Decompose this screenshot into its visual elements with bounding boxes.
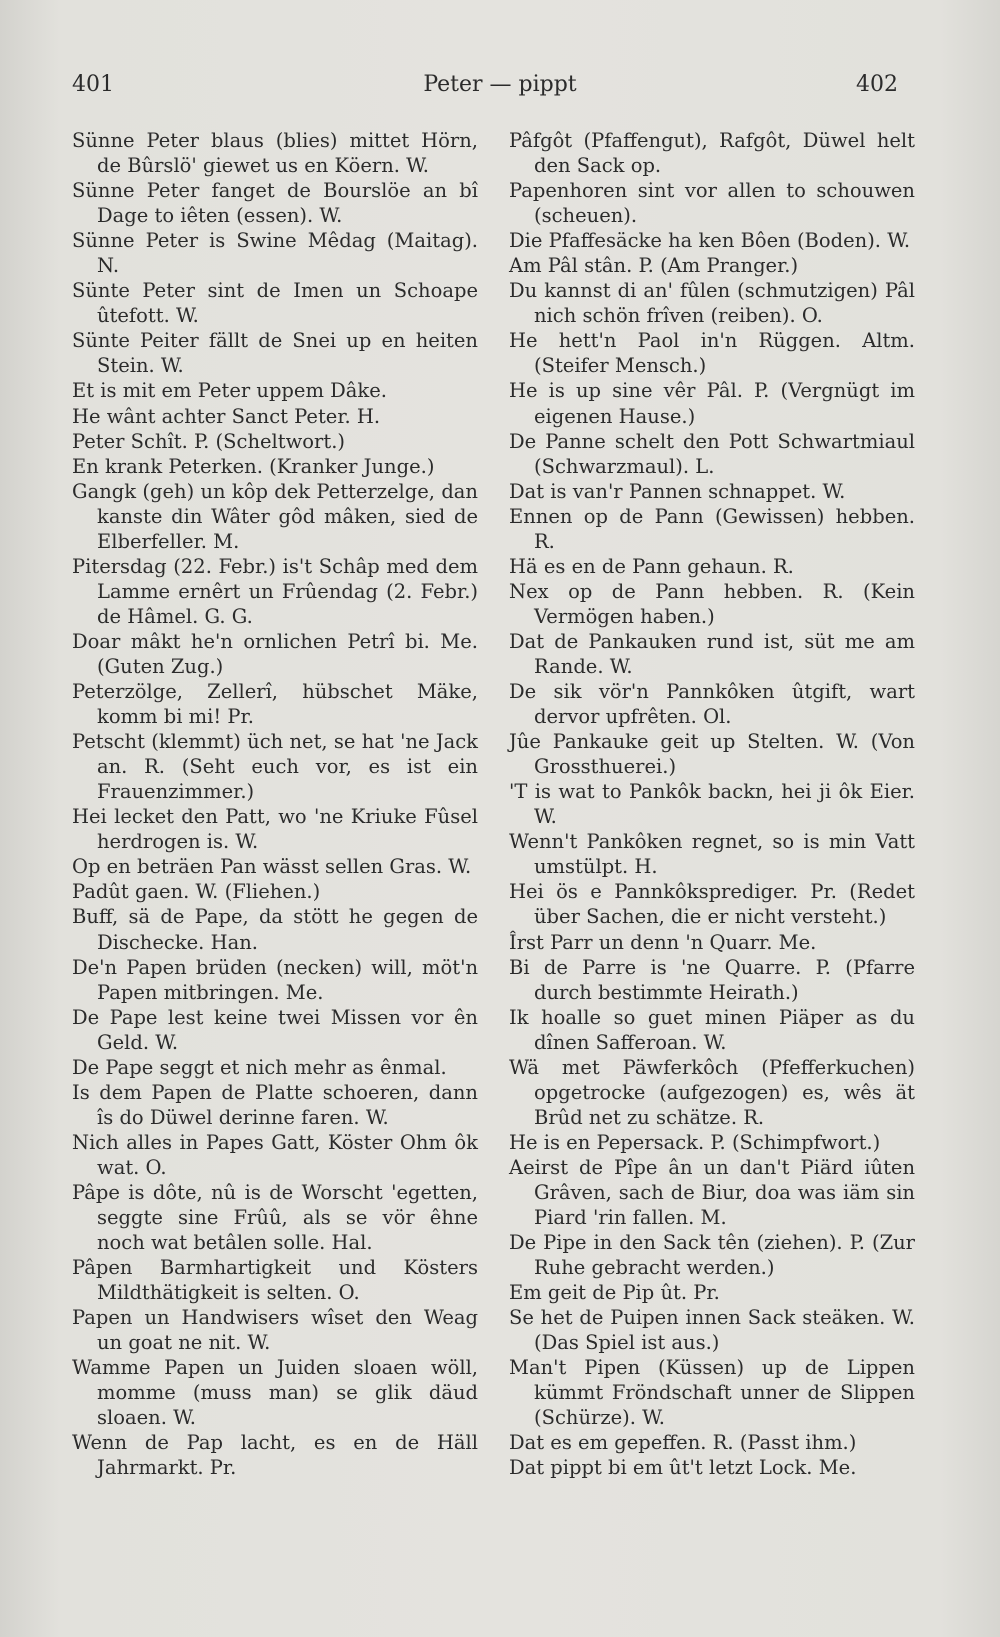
proverb-entry: He is en Pepersack. P. (Schimpfwort.) [509, 1130, 881, 1154]
proverb-entry: Wamme Papen un Juiden sloaen wöll, momme (muss man) se glik däud sloaen. W. [72, 1356, 478, 1430]
proverb-entry: Et is mit em Peter uppem Dâke. [72, 379, 387, 403]
proverb-entry: Wä met Päwferkôch (Pfefferkuchen) opgetrocke (aufgezogen) es, wês ät Brûd net zu schätze. R. [509, 1055, 915, 1129]
proverb-entry: Hei lecket den Patt, wo 'ne Kriuke Fûsel herdrogen is. W. [72, 805, 478, 854]
proverb-entry: Is dem Papen de Platte schoeren, dann îs do Düwel derinne faren. W. [72, 1080, 478, 1129]
page-number-right: 402 [856, 72, 898, 97]
page-header [0, 68, 1000, 108]
proverb-entry: Ik hoalle so guet minen Piäper as du dînen Safferoan. W. [509, 1005, 915, 1054]
proverb-entry: Em geit de Pip ût. Pr. [509, 1281, 720, 1305]
proverb-entry: Pâfgôt (Pfaffengut), Rafgôt, Düwel helt den Sack op. [509, 129, 915, 178]
proverb-entry: Petscht (klemmt) üch net, se hat 'ne Jack an. R. (Seht euch vor, es ist ein Frauenzimmer.) [72, 730, 478, 804]
proverb-entry: Doar mâkt he'n ornlichen Petrî bi. Me. (Guten Zug.) [72, 629, 478, 678]
right-column [509, 128, 915, 1481]
proverb-entry: Peterzölge, Zellerî, hübschet Mäke, komm bi mi! Pr. [72, 680, 478, 729]
proverb-entry: De sik vör'n Pannkôken ûtgift, wart dervor upfrêten. Ol. [509, 680, 915, 729]
proverb-entry: He hett'n Paol in'n Rüggen. Altm. (Steifer Mensch.) [509, 329, 915, 378]
proverb-entry: Peter Schît. P. (Scheltwort.) [72, 429, 346, 453]
proverb-entry: Gangk (geh) un kôp dek Petterzelge, dan kanste din Wâter gôd mâken, sied de Elberfeller. M. [72, 479, 478, 553]
proverb-entry: Sünne Peter blaus (blies) mittet Hörn, de Bûrslö' giewet us en Köern. W. [72, 129, 478, 178]
proverb-entry: Am Pâl stân. P. (Am Pranger.) [509, 254, 799, 278]
proverb-entry: He is up sine vêr Pâl. P. (Vergnügt im eigenen Hause.) [509, 379, 915, 428]
proverb-entry: 'T is wat to Pankôk backn, hei ji ôk Eier. W. [509, 780, 915, 829]
proverb-entry: Sünne Peter is Swine Mêdag (Maitag). N. [72, 229, 478, 278]
proverb-entry: Man't Pipen (Küssen) up de Lippen kümmt Fröndschaft unner de Slippen (Schürze). W. [509, 1356, 915, 1430]
proverb-entry: Pâpe is dôte, nû is de Worscht 'egetten, seggte sine Frûû, als se vör êhne noch wat betâlen solle. Hal. [72, 1180, 478, 1255]
proverb-entry: Nex op de Pann hebben. R. (Kein Vermögen haben.) [509, 579, 915, 628]
proverb-entry: Die Pfaffesäcke ha ken Bôen (Boden). W. [509, 229, 911, 253]
proverb-entry: Buff, sä de Pape, da stött he gegen de Dischecke. Han. [72, 905, 478, 954]
proverb-entry: En krank Peterken. (Kranker Junge.) [72, 454, 435, 478]
proverb-entry: Sünte Peter sint de Imen un Schoape ûtefott. W. [72, 279, 478, 328]
proverb-entry: Sünne Peter fanget de Bourslöe an bî Dage to iêten (essen). W. [72, 179, 478, 228]
running-title: Peter — pippt [423, 72, 577, 97]
proverb-entry: Hä es en de Pann gehaun. R. [509, 554, 794, 578]
proverb-entry: Du kannst di an' fûlen (schmutzigen) Pâl nich schön frîven (reiben). O. [509, 279, 915, 328]
proverb-entry: Nich alles in Papes Gatt, Köster Ohm ôk wat. O. [72, 1130, 478, 1179]
proverb-entry: De Pape lest keine twei Missen vor ên Geld. W. [72, 1005, 478, 1054]
proverb-entry: Se het de Puipen innen Sack steäken. W. (Das Spiel ist aus.) [509, 1306, 915, 1355]
proverb-entry: Jûe Pankauke geit up Stelten. W. (Von Grossthuerei.) [509, 730, 915, 779]
proverb-entry: Op en beträen Pan wässt sellen Gras. W. [72, 855, 472, 879]
proverb-entry: Îrst Parr un denn 'n Quarr. Me. [509, 930, 817, 954]
proverb-entry: Bi de Parre is 'ne Quarre. P. (Pfarre durch bestimmte Heirath.) [509, 955, 915, 1004]
proverb-entry: Ennen op de Pann (Gewissen) hebben. R. [509, 504, 915, 553]
proverb-entry: Sünte Peiter fällt de Snei up en heiten Stein. W. [72, 329, 478, 378]
proverb-entry: Dat pippt bi em ût't letzt Lock. Me. [509, 1456, 857, 1480]
proverb-entry: Papen un Handwisers wîset den Weag un goat ne nit. W. [72, 1306, 478, 1355]
page-number-left: 401 [72, 72, 114, 97]
proverb-entry: Papenhoren sint vor allen to schouwen (scheuen). [509, 179, 915, 228]
proverb-entry: He wânt achter Sanct Peter. H. [72, 404, 381, 428]
proverb-entry: De Pape seggt et nich mehr as ênmal. [72, 1055, 447, 1079]
proverb-entry: De'n Papen brüden (necken) will, möt'n Papen mitbringen. Me. [72, 955, 478, 1004]
proverb-entry: Aeirst de Pîpe ân un dan't Piärd iûten Grâven, sach de Biur, doa was iäm sin Piard 'rin fallen. M. [509, 1155, 915, 1230]
left-column [72, 128, 478, 1481]
proverb-entry: De Panne schelt den Pott Schwartmiaul (Schwarzmaul). L. [509, 429, 915, 478]
proverb-entry: Dat is van'r Pannen schnappet. W. [509, 479, 846, 503]
proverb-entry: Dat de Pankauken rund ist, süt me am Rande. W. [509, 629, 915, 678]
proverb-entry: Dat es em gepeffen. R. (Passt ihm.) [509, 1431, 857, 1455]
proverb-entry: Hei ös e Pannkôksprediger. Pr. (Redet über Sachen, die er nicht versteht.) [509, 880, 915, 929]
proverb-entry: Wenn de Pap lacht, es en de Häll Jahrmarkt. Pr. [72, 1431, 478, 1480]
proverb-entry: Pitersdag (22. Febr.) is't Schâp med dem Lamme ernêrt un Frûendag (2. Febr.) de Hâmel. G. G. [72, 554, 478, 628]
proverb-entry: Padût gaen. W. (Fliehen.) [72, 880, 321, 904]
proverb-entry: De Pipe in den Sack tên (ziehen). P. (Zur Ruhe gebracht werden.) [509, 1231, 915, 1280]
proverb-entry: Wenn't Pankôken regnet, so is min Vatt umstülpt. H. [509, 830, 915, 879]
proverb-entry: Pâpen Barmhartigkeit und Kösters Mildthätigkeit is selten. O. [72, 1256, 478, 1305]
